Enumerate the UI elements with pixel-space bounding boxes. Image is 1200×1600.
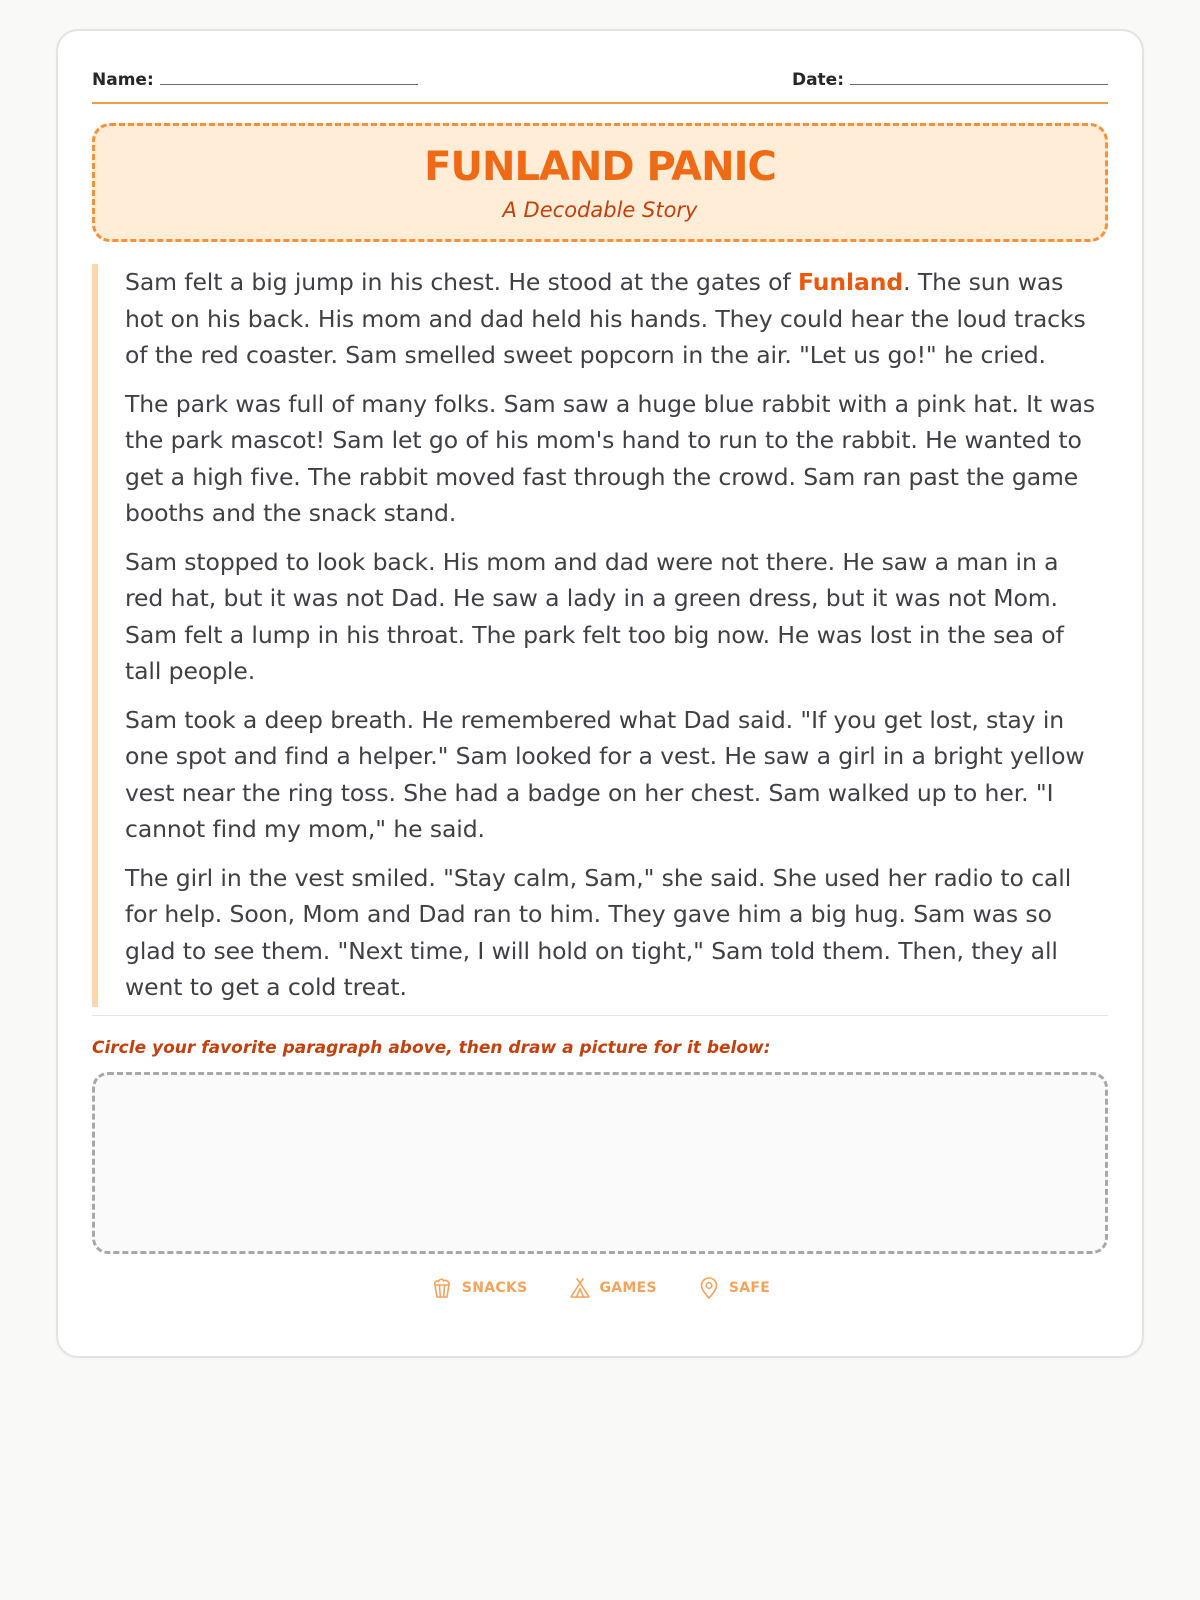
date-field[interactable] <box>792 69 1108 91</box>
section-divider <box>92 1015 1108 1016</box>
map-pin-icon <box>697 1276 721 1300</box>
footer-label-snacks: SNACKS <box>461 1280 528 1296</box>
drawing-area[interactable] <box>92 1072 1108 1254</box>
date-label: Date: <box>791 70 844 90</box>
story-paragraph-4: Sam took a deep breath. He remembered what Dad said. "If you get lost, stay in one spot and find a helper." Sam looked for a vest. He saw a girl in a bright yellow vest near the ring toss. She had a badge on her chest. Sam walked up to her. "I cannot find my mom," he said. <box>125 705 1085 843</box>
paragraph-1-text-end: . The sun was hot on his back. His mom and dad held his hands. They could hear the loud tracks of the red coaster. Sam smelled sweet popcorn in the air. "Let us go!" he cried. <box>125 268 1086 369</box>
name-field[interactable] <box>92 69 418 91</box>
footer-item-safe <box>697 1276 770 1300</box>
footer-item-games <box>568 1276 657 1300</box>
story-subtitle: A Decodable Story <box>502 198 698 222</box>
popcorn-icon <box>430 1276 454 1300</box>
footer-icons <box>58 1273 1142 1303</box>
title-banner <box>92 123 1108 242</box>
footer-label-safe: SAFE <box>728 1280 771 1296</box>
story-paragraph-5: The girl in the vest smiled. "Stay calm, Sam," she said. She used her radio to call for help. Soon, Mom and Dad ran to him. They gave him a big hug. Sam was so glad to see them. "Next time, I will hold on tight," Sam told them. Then, they all went to get a cold treat. <box>125 863 1072 1001</box>
name-blank-line[interactable] <box>160 70 418 85</box>
paragraph-1-text-start: Sam felt a big jump in his chest. He stood at the gates of <box>125 268 798 296</box>
story-title: FUNLAND PANIC <box>424 144 776 190</box>
footer-label-games: GAMES <box>599 1280 657 1296</box>
tent-icon <box>568 1276 592 1300</box>
story-paragraph-2: The park was full of many folks. Sam saw a huge blue rabbit with a pink hat. It was the park mascot! Sam let go of his mom's hand to run to the rabbit. He wanted to get a high five. The rabbit moved fast through the crowd. Sam ran past the game booths and the snack stand. <box>125 389 1096 527</box>
story-paragraph-3: Sam stopped to look back. His mom and dad were not there. He saw a man in a red hat, but it was not Dad. He saw a lady in a green dress, but it was not Mom. Sam felt a lump in his throat. The park felt too big now. He was lost in the sea of tall people. <box>125 547 1064 685</box>
worksheet-card <box>56 29 1144 1358</box>
highlighted-word-funland: Funland <box>797 268 904 296</box>
name-label: Name: <box>92 70 154 90</box>
date-blank-line[interactable] <box>850 70 1108 85</box>
name-date-header <box>92 69 1108 104</box>
drawing-instruction: Circle your favorite paragraph above, then draw a picture for it below: <box>92 1038 771 1058</box>
story-text <box>92 264 1108 1007</box>
story-paragraph-1 <box>125 264 1102 374</box>
footer-item-snacks <box>430 1276 528 1300</box>
